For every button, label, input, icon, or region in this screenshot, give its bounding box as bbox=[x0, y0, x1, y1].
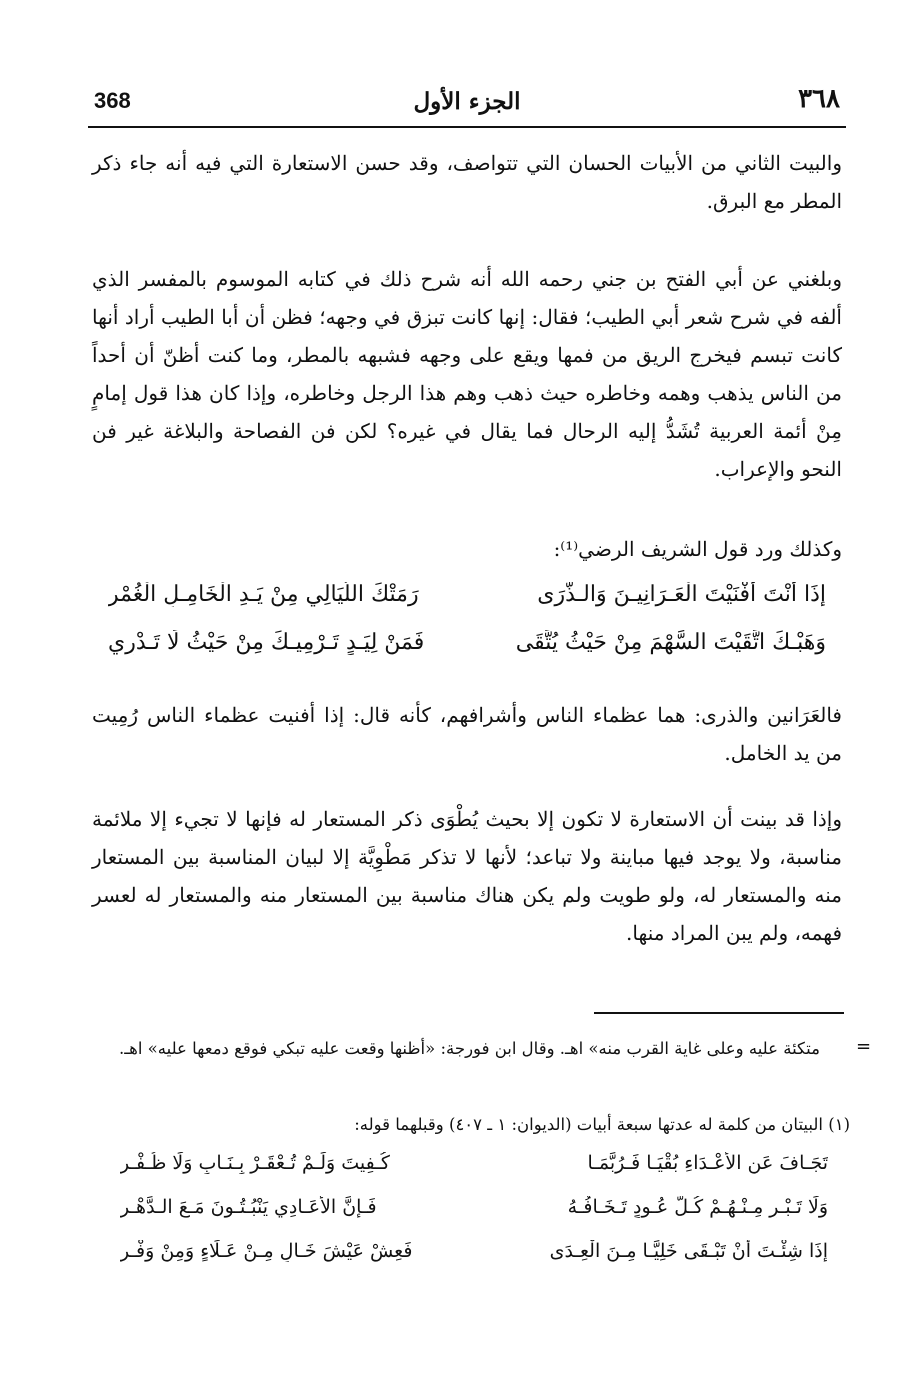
verse-1-second-hemistich: رَمَتْكَ اللَّيَالِي مِنْ يَـدِ الْخَامِـلِ الْغُمْرِ bbox=[108, 582, 419, 607]
fn-verse-3 bbox=[104, 1240, 844, 1284]
verse-2 bbox=[92, 630, 842, 678]
paragraph-1: والبيت الثاني من الأبيات الحسان التي تتواصف، وقد حسن الاستعارة التي فيه أنه جاء ذكر المطر مع البرق. bbox=[92, 151, 842, 213]
page-number-arabic: ٣٦٨ bbox=[798, 84, 840, 114]
paragraph-5: وإذا قد بينت أن الاستعارة لا تكون إلا بحيث يُطْوَى ذكر المستعار له فإنها لا تجيء إلا ملائمة مناسبة، ولا يوجد فيها مباينة ولا تباعد؛ لأنها لا تذكر مَطْوِيَّة إلا لبيان المناسبة بين المستعار منه والمستعار له، ولو طويت ولم يكن هناك مناسبة بين المستعار منه والمستعار له لعسر فهمه، ولم يبن المراد منها. bbox=[92, 807, 843, 945]
page-number-latin: 368 bbox=[94, 88, 131, 113]
footnote-continuation-marker: = bbox=[856, 1036, 872, 1057]
footnote-1: (١) البيتان من كلمة له عدتها سبعة أبيات (الديوان: ١ ـ ٤٠٧) وقبلهما قوله: bbox=[354, 1115, 850, 1134]
paragraph-3: وكذلك ورد قول الشريف الرضي⁽¹⁾: bbox=[553, 537, 842, 561]
poem-main bbox=[92, 582, 842, 678]
verse-1 bbox=[92, 582, 842, 630]
fn-verse-3-first-hemistich: إِذَا شِئْـتَ أَنْ تَبْـقَى خَلِيًّـا مِـنَ الْعِـدَى bbox=[549, 1240, 828, 1262]
fn-verse-1-first-hemistich: تَجَـافَ عَنِ الأَعْـدَاءِ بُقْيَـا فَـرُبَّمَـا bbox=[587, 1152, 828, 1174]
footnote-continued: متكئة عليه وعلى غاية القرب منه» اهـ. وقال ابن فورجة: «أظنها وقعت عليه تبكي فوقع دمعها عليه» اهـ. bbox=[119, 1039, 820, 1058]
fn-verse-3-second-hemistich: فَعِشْ عَيْشَ خَـالٍ مِـنْ عَـلَاءٍ وَمِنْ وَفْـرِ bbox=[120, 1240, 413, 1262]
fn-verse-2-second-hemistich: فَـإِنَّ الأَعَـادِي يَنْبُـتُـونَ مَـعَ الـدَّهْـرِ bbox=[120, 1196, 377, 1218]
fn-verse-1-second-hemistich: كُـفِيتَ وَلَـمْ تُـعْقَـرْ بِـنَـابٍ وَلَا ظُـفْـرِ bbox=[120, 1152, 390, 1174]
fn-verse-1 bbox=[104, 1152, 844, 1196]
fn-verse-2-first-hemistich: وَلَا تَـبْـرِ مِـنْـهُـمْ كُـلَّ عُـودٍ تَـخَـافُـهُ bbox=[567, 1196, 828, 1218]
fn-verse-2 bbox=[104, 1196, 844, 1240]
running-title: الجزء الأول bbox=[413, 88, 521, 115]
footnote-rule bbox=[594, 1012, 844, 1014]
verse-1-first-hemistich: إِذَا أَنْتَ أَفْنَيْتَ الْعَـرَانِيـنَ وَالـذُّرَى bbox=[537, 582, 826, 607]
footnote-poem bbox=[104, 1152, 844, 1284]
paragraph-4: فالعَرَانين والذرى: هما عظماء الناس وأشرافهم، كأنه قال: إذا أفنيت عظماء الناس رُمِيت من يد الخامل. bbox=[92, 703, 842, 765]
page-header bbox=[88, 82, 846, 122]
verse-2-second-hemistich: فَمَنْ لِيَـدٍ تَـرْمِيـكَ مِنْ حَيْثُ لَا تَـدْرِي bbox=[108, 630, 425, 655]
paragraph-2: وبلغني عن أبي الفتح بن جني رحمه الله أنه شرح ذلك في كتابه الموسوم بالمفسر الذي ألفه في شرح شعر أبي الطيب؛ فقال: إنها كانت تبزق في وجهه؛ فظن أن أبا الطيب أراد أنها كانت تبسم فيخرج الريق من فمها ويقع على وجهه فشبهه بالمطر، وما كنت أظنّ أن أحداً من الناس يذهب وهمه وخاطره حيث ذهب وهم هذا الرجل وخاطره، وإذا كان هذا قول إمامٍ مِنْ أئمة العربية تُشَدُّ إليه الرحال فما يقال في غيره؟ لكن فن الفصاحة والبلاغة غير فن النحو والإعراب. bbox=[92, 267, 842, 481]
header-rule bbox=[88, 126, 846, 128]
verse-2-first-hemistich: وَهَبْـكَ اتَّقَيْتَ السَّهْمَ مِنْ حَيْثُ يُتَّقَى bbox=[515, 630, 826, 655]
